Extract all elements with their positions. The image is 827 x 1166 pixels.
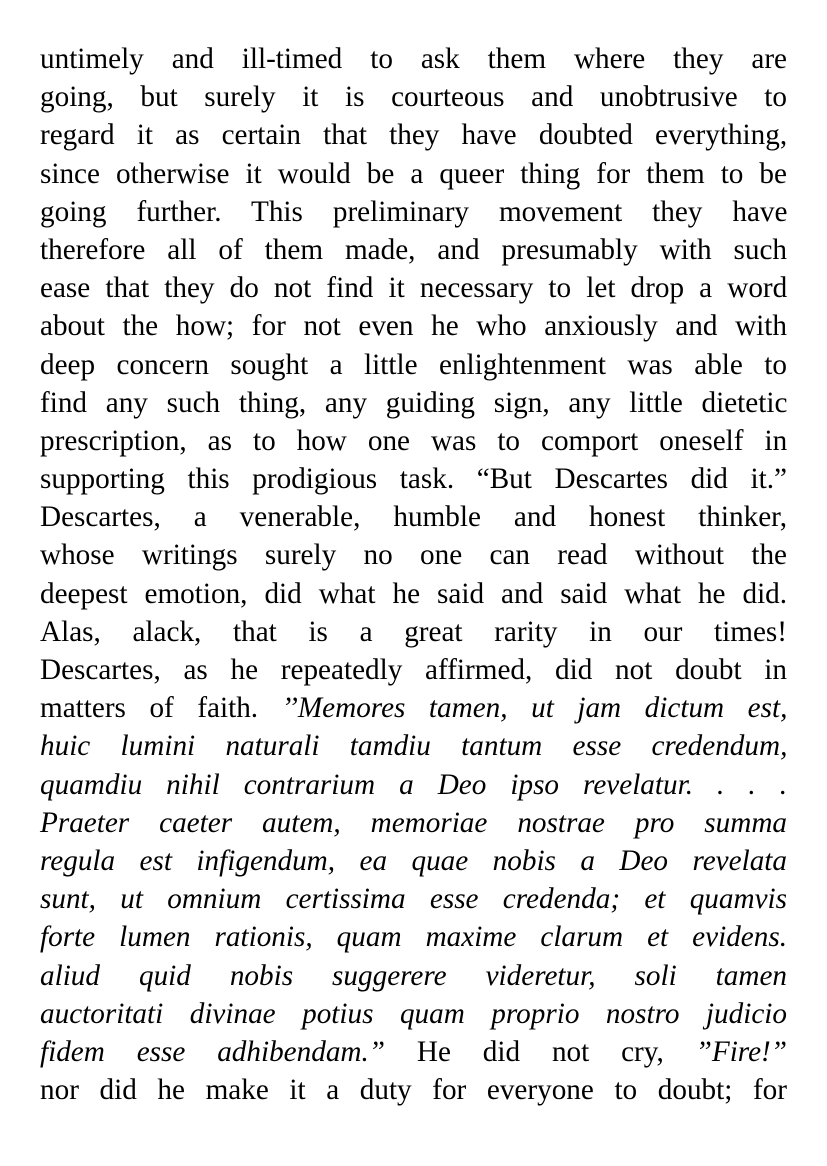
text-line bbox=[40, 498, 787, 536]
text-line bbox=[40, 116, 787, 154]
latin-quotation-text: auctoritati divinae potius quam proprio nostro judicio bbox=[40, 997, 787, 1030]
latin-quotation-text: huic lumini naturali tamdiu tantum esse credendum, bbox=[40, 730, 788, 763]
text-line bbox=[40, 78, 787, 116]
text-line bbox=[40, 384, 787, 422]
body-text: Alas, alack, that is a great rarity in our times! bbox=[40, 615, 787, 648]
latin-quotation-text: quamdiu nihil contrarium a Deo ipso revelatur. . . . bbox=[40, 768, 787, 801]
text-line bbox=[40, 575, 787, 613]
text-line bbox=[40, 766, 787, 804]
body-text: going further. This preliminary movement they have bbox=[40, 195, 788, 228]
body-text: supporting this prodigious task. “But Descartes did it.” bbox=[40, 463, 787, 496]
latin-quotation-text: ”Fire!” bbox=[695, 1035, 787, 1068]
body-text: matters of faith. bbox=[40, 692, 282, 725]
latin-quotation-text: forte lumen rationis, quam maxime clarum et evidens. bbox=[40, 921, 787, 954]
text-line bbox=[40, 460, 787, 498]
latin-quotation-text: fidem esse adhibendam.” bbox=[40, 1035, 417, 1068]
text-line bbox=[40, 1033, 787, 1071]
text-line bbox=[40, 918, 787, 956]
text-line bbox=[40, 346, 787, 384]
text-line bbox=[40, 689, 787, 727]
text-line bbox=[40, 231, 787, 269]
latin-quotation-text: sunt, ut omnium certissima esse credenda; et quamvis bbox=[40, 883, 787, 916]
text-line bbox=[40, 804, 787, 842]
body-text: He did not cry, bbox=[416, 1035, 696, 1068]
text-line bbox=[40, 1071, 787, 1109]
body-text: Descartes, as he repeatedly affirmed, did not doubt in bbox=[40, 654, 787, 686]
latin-quotation-text: Praeter caeter autem, memoriae nostrae pro summa bbox=[40, 806, 787, 839]
text-line bbox=[40, 536, 787, 574]
body-text: find any such thing, any guiding sign, any little dietetic bbox=[40, 386, 788, 419]
body-text: ease that they do not find it necessary to let drop a word bbox=[40, 272, 788, 305]
body-text: whose writings surely no one can read without the bbox=[40, 539, 787, 572]
latin-quotation-text: regula est infigendum, ea quae nobis a Deo revelata bbox=[40, 844, 787, 877]
text-line bbox=[40, 40, 787, 78]
body-text: Descartes, a venerable, humble and honest thinker, bbox=[40, 501, 787, 534]
text-line bbox=[40, 613, 787, 651]
text-line bbox=[40, 651, 787, 689]
body-text: about the how; for not even he who anxiously and with bbox=[40, 310, 787, 343]
body-text: prescription, as to how one was to comport oneself in bbox=[40, 424, 788, 457]
text-line bbox=[40, 193, 787, 231]
text-line bbox=[40, 155, 787, 193]
document-page bbox=[40, 40, 787, 1109]
text-line bbox=[40, 995, 787, 1033]
latin-quotation-text: aliud quid nobis suggerere videretur, soli tamen bbox=[40, 959, 787, 992]
text-line bbox=[40, 422, 787, 460]
text-line bbox=[40, 957, 787, 995]
text-line bbox=[40, 727, 787, 765]
body-text: regard it as certain that they have doubted everything, bbox=[40, 119, 788, 152]
body-text: untimely and ill-timed to ask them where they are bbox=[40, 43, 787, 75]
body-text: therefore all of them made, and presumably with such bbox=[40, 233, 787, 266]
text-line bbox=[40, 842, 787, 880]
text-line bbox=[40, 307, 787, 345]
text-line bbox=[40, 880, 787, 918]
body-text: nor did he make it a duty for everyone to doubt; for bbox=[40, 1074, 787, 1107]
latin-quotation-text: ’’Memores tamen, ut jam dictum est, bbox=[281, 692, 788, 725]
body-text: deep concern sought a little enlightenment was able to bbox=[40, 348, 787, 381]
body-text: since otherwise it would be a queer thing for them to be bbox=[40, 157, 787, 190]
body-text: deepest emotion, did what he said and said what he did. bbox=[40, 577, 788, 610]
body-text: going, but surely it is courteous and unobtrusive to bbox=[40, 81, 787, 114]
text-line bbox=[40, 269, 787, 307]
